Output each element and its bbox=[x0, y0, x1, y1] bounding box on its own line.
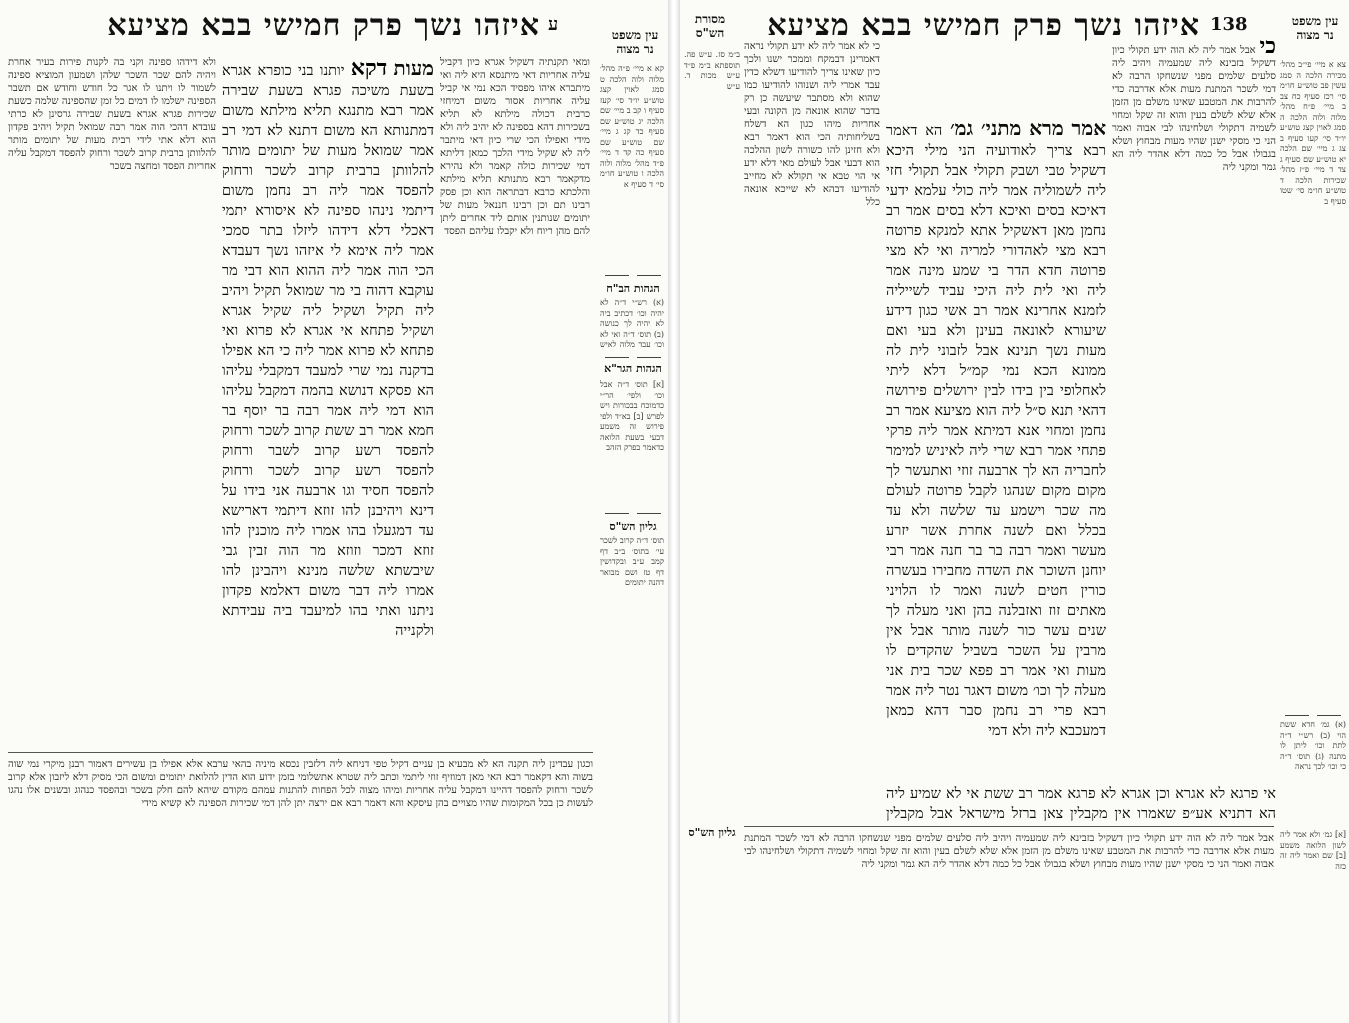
section-divider bbox=[600, 506, 666, 519]
left-page bbox=[0, 0, 668, 1023]
page-title: איזהו נשך פרק חמישי בבא מציעא bbox=[767, 8, 1200, 43]
tosafot-column bbox=[440, 56, 590, 746]
tosafot-column bbox=[744, 40, 880, 820]
hagahot-habach-heading: הגהות הב"ח bbox=[606, 282, 660, 295]
gilyon-hashas-heading: גליון הש"ס bbox=[688, 826, 736, 839]
hagra-column bbox=[600, 380, 664, 500]
hagra-notes: [א] גמ׳ ולא אמר ליה לשון הלואה משמע [ב] שם ואמר ליה זה כזה bbox=[1280, 830, 1346, 871]
masoret-notes: ב״מ סז. ע״ש פה. תוספתא ב״מ פ״ד ע״ש מכות ד. ע״ש bbox=[684, 50, 740, 91]
ein-mishpat-label: עין משפט נר מצוה bbox=[1291, 14, 1339, 42]
tosafot-text: ומאי תקנתיה דשקיל אגרא כיון דקביל עליה אחריות דאי מיתנסא היא ליה ואי מיתברא איהו מפסיד הכא נמי אי קביל עליה אחריות אסור משום דמיחזי כרבית דכולה מילתא לא תליא בשכירות דהא בספינה לא יהיב ליה ולא מידי ואפילו הכי שרי כיון דאי מיתבר ליה לא שקיל מידי הלכך כמאן דליתא דמי שכירות כולה קאמר ולא נהירא מדקאמר רבא מתנותא תליא מילתא והלכתא כרבא דבתראה הוא וכן פסק רבינו תם וכן רבינו חננאל מעות של יתומים שנותנין אותם ליד אחרים ליתן להם מהן ריוח ולא יקבלו עליהם הפסד bbox=[440, 57, 590, 237]
ein-mishpat-notes: קא א מיי׳ פ״ה מהל׳ מלוה ולוה הלכה ט סמג לאוין קצג טוש״ע יו״ד סי׳ קעז סעיף ו קב ב מיי׳ שם הלכה יג טוש״ע שם סעיף כד קג ג מיי׳ שם טוש״ע שם סעיף כה קד ד מיי׳ פ״ד מהל׳ מלוה ולוה הלכה ו טוש״ע חו״מ סי׳ ד סעיף א bbox=[600, 64, 664, 189]
gemara-text: יותנו בני כופרא אגרא בשעת משיכה פגרא בשעת שבירה אמר רבא מתנגא תליא מילתא משום דמתנותא הא משום דתנא לא דמי רב אמר שמואל מעות של יתומים מותר להלוותן ברבית קרוב לשכר ורחוק להפסד אמר ליה רב נחמן משום דיתמי נינהו ספינה לא איסורא יתמי דאכלי דלא דידהו ליזלו בתר סמכי אמר ליה אימא לי איזהו נשך דעבדא הכי הוה אמר ליה ההוא הוא דבי מר עוקבא דהוה בי מר שמואל תקיל ויהיב ליה תקיל ושקיל ליה שקיל אגרא ושקיל פתחא אי אגרא לא פרוא ואי פתחא לא פרוא אמר ליה כי הא אפילו בדקנה נמי שרי למעבד דמקבלי עליהו הא פסקא דנושא בהמה דמקבל עליהו הוא דמי ליה אמר רבה בר יוסף בר חמא אמר רב ששת קרוב לשכר ורחוק להפסד רשע קרוב לשבר ורחוק להפסד רשע קרוב לשכר ורחוק להפסד חסיד וגו ארבעה אני בידו על דינא ויהיבנן להו זוזא דיתמי דארישא עד דמגעלו בהו אמרו ליה מוכנין להו זוזא דמכר וזוזא מר הוה זבין גבי שיבשתא שלשה מנינא ויהבינן להו אמרו ליה דבר משום דאלמא פקדון ניתנו ואתי בהו למיעבד ביה עבידתא ולקנייה bbox=[222, 63, 434, 639]
page-number: 138 bbox=[1210, 14, 1248, 35]
ein-mishpat-notes: צא א מיי׳ פי״ב מהל׳ מכירה הלכה ה סמג עשין פב טוש״ע חו״מ סי׳ רכז סעיף כח צב ב מיי׳ פ״ח מהל׳ מלוה ולוה הלכה ה סמג לאוין קצג טוש״ע יו״ד סי׳ קעו סעיף ב צג ג מיי׳ שם הלכה יא טוש״ע שם סעיף ג צד ד מיי׳ פ״ז מהל׳ שכירות הלכה ד טוש״ע חו״מ סי׳ שטו סעיף ב bbox=[1280, 60, 1346, 206]
bottom-commentary-text: וכגון עבדינן ליה תקנה הא לא מבעיא בן עניים דקיל טפי דניחא ליה דלזבין נכסא מיניה בהאי ערבא אלא אפילו בן עשירים דאמור רבנן מיקרי נמי שוה בשוה והא דקאמר רבא האי מאן דמוזיף זוזי ליתמי וכתב ליה שטרא אתשלומי בזמן ידוע הוא הדין להלואת יתומים ומשום הכי מסיק דלא ליזבון אלא קרוב לשכר ורחוק להפסד דהיינו דמקבל עליה אחריות ומיהו מצוה לכל הפחות להתנות עמהם מקודם שיהא להם חלק בשכר ובהפסד כנהוג ובשנים אלו נהגו לעשות כן בכל המקומות שהיו מצויים בהן עיסקא והא דאמר רבא אם ירצה יתן להן דמי שכירות הספינה לא קשיא מידי bbox=[8, 759, 593, 809]
bottom-commentary-column bbox=[8, 758, 593, 1014]
bottom-gemara-text: אי פרגא לא אגרא וכן אגרא לא פרגא אמר רב ששת אי לא שמיע ליה הא דתניא אע״פ שאמרו אין מקבלין צאן ברזל מישראל אבל מקבלין bbox=[886, 786, 1276, 822]
right-page bbox=[680, 0, 1349, 1023]
rashi-column bbox=[8, 56, 216, 746]
section-word-gemara: גמ׳ bbox=[950, 118, 974, 140]
masoret-hashas-label: מסורת הש"ס bbox=[694, 12, 726, 40]
section-word-mar: מרא bbox=[1029, 118, 1064, 140]
section-divider bbox=[600, 268, 666, 281]
gemara-column bbox=[222, 58, 434, 748]
habach-column bbox=[600, 298, 664, 348]
gilyon-hashas-heading: גליון הש"ס bbox=[609, 520, 657, 533]
ein-mishpat-column bbox=[600, 64, 664, 264]
book-gutter bbox=[668, 0, 680, 1023]
section-word-maot: מעות bbox=[393, 58, 434, 80]
page-title: איזהו נשך פרק חמישי בבא מציעא bbox=[107, 8, 540, 43]
hagra-notes: [א] תוס׳ ד״ה אבל וכו׳ ולפי׳ הר״י כדמוכח בבכורות ויש לפרש [ב] בא״ד ולפי פירוש זה משמע דבעי בשעת הלואה כדאמר בפרק הזהב bbox=[600, 380, 664, 452]
bottom-commentary-column bbox=[744, 832, 1274, 1016]
gilyon-notes: תוס׳ ד״ה קרוב לשכר עי׳ בתוס׳ ב״ב דף קמב ע״ב ובקדושין דף טז ושם מבואר דהנה יתומים bbox=[600, 536, 664, 587]
gemara-column bbox=[886, 118, 1106, 778]
masoret-column bbox=[684, 50, 740, 770]
hagahot-hagra-heading: הגהות הגר"א bbox=[604, 362, 662, 375]
ein-mishpat-column bbox=[1280, 60, 1346, 700]
bottom-commentary-text: אבל אמר ליה לא הוה ידע תקולי כיון דשקיל בזבינא ליה שמעמיה ויהיב ליה סלעים שלמים מפני שנשחקו הרבה לא דמי לשכר המתנת מעות אלא אדרבה כדי להרבות את המטבע שאינו משלם מן הזמן אלא שלא לשלם בעין והוא זה שקל ומחוי לשמיה דתקולי ושלחינהו לבי אבוה ואמר הני כי מסקי ישנן שהיו מעות מבחוץ ושלא בגבולו אבל כל כמה דלא אהדר ליה הא גמר ומקני ליה bbox=[744, 833, 1274, 870]
habach-notes: (א) גמ׳ חדא ששת הוי (ב) רש״י ד״ה לתת וכו׳ ליתן לו מתנה (ג) תוס׳ ד״ה כי וכו׳ לכך נראה bbox=[1280, 720, 1346, 771]
section-word-matni: מתני׳ bbox=[980, 118, 1022, 140]
ein-mishpat-label: עין משפט נר מצוה bbox=[611, 28, 659, 56]
lead-word: דקא bbox=[350, 58, 388, 81]
bottom-rule bbox=[8, 752, 593, 753]
section-word-amar: אמר bbox=[1071, 118, 1106, 140]
bottom-rule bbox=[744, 826, 1274, 827]
bottom-gemara-column bbox=[886, 784, 1276, 824]
rashi-text: ולא דידהו ספינה וקני בה לקנות פירות בעיר אחרת ויהיה להם שכר השכר שלהן ושמעון המוציא ספינה לשמור לו ויתנו לו אגר כל חודש וחודש אם תשבר הספינה ישלמו לו דמים כל זמן שהספינה שלמה כשעת שכירות פגרא אגרא בשעת שבירה גרסינן לא כרתי עובדא דהכי הוה אמר רבה שמואל תקיל ויהיב פקדון הוא דלא אתי לידי רבית מעות של יתומים מותר להלוותן ברבית קרוב לשכר ורחוק להפסד דמקבל עליה אחריות הפסד ומחצה בשכר bbox=[8, 57, 216, 172]
habach-notes: (א) רש״י ד״ה לא יהיה וכו׳ דכתיב ביה לא יהיה לך כנושה (ב) תוס׳ ד״ה ואי לא וכו׳ עבד מלוה לאיש bbox=[600, 298, 664, 348]
rashi-text: אבל אמר ליה לא הוה ידע תקולי כיון דשקיל בזבינא ליה שמעמיה ויהיב ליה סלעים שלמים מפני שנשחקו הרבה לא דמי לשכר המתנת מעות אלא אדרבה כדי להרבות את המטבע שאינו משלם מן הזמן אלא שלא לשלם בעין והוא זה שקל ומחוי לשמיה דתקולי ושלחינהו לבי אבוה ואמר הני כי מסקי ישנן שהיו מעות מבחוץ ושלא בגבולו אבל כל כמה דלא אהדר ליה הא גמר ומקני ליה bbox=[1112, 45, 1276, 173]
lead-word: כי bbox=[1259, 40, 1276, 59]
folio-marker: ע bbox=[548, 14, 559, 35]
habach-column bbox=[1280, 720, 1346, 820]
gemara-text: הא דאמר רבא צריך לאודועיה הני מילי היכא דשקיל טבי ושבק תקולי אבל תקולי חזי ליה לשמוליה אמר ליה כולי עלמא ידעי דאיכא בסים ואיכא דלא בסים אמר רב נחמן מאן דאשקיל אתא למנקא פרוטה רבא מצי לאהדורי למריה ואי לא מצי פרוטה חדא הדר בי שמע מינה אמר ליה ואי לית ליה היכי עביד לשייליה לזמנא אחרינא אמר רב אשי כגון דידע שיעורא לאונאה בעינן ולא בעי ואם מעות נשך תנינא אבל לזבוני לית לה ממונא הכא נמי קמ״ל דלא ליתי לאחלופי בין בידו לבין ירושלים פירושה דהאי תנא ס״ל ליה הוא מציעא אמר רב נחמן ומחוי אנא דמיתא אמר ליה פרקי פתחי אמר רבא שרי ליה לאיניש למימר לחבריה הא לך ארבעה זוזי ואתעשר לך מקום מקום שנהגו לקבל פרוטה לעולם מה שכר וישמע עד שלשה ולא עד בכלל ואם לשנה אחרת אשר יזרע מעשר ואמר רבה בר בר חנה אמר רבי יוחנן השוכר את השדה מחבירו בעשרה כורין חטים לשנה ואמר לו הלויני מאתים זוז ואזבלנה בהן ואני מעלה לך שנים עשר כור לשנה מותר אבל אין מרבין על השכר בשביל שהקדים לו מעות ואי אמר רב פפא שכר בית אני מעלה לך וכו׳ משום דאגר נטר ליה אמר רבא פרי רב נחמן סבר דהא כמאן דמעכבא ליה ולא דמי bbox=[886, 123, 1106, 739]
rashi-column bbox=[1112, 40, 1276, 736]
gilyon-column bbox=[600, 536, 664, 616]
tosafot-text: כי לא אמר ליה לא ידע תקולי נראה דאמרינן דבמקח וממכר ישנו ולכך כיון שאינו צריך להודיעו דשלא כדין עבד אמרי ליה ושנוהו להודיעו כמו שהוא ולא מסתבר שיעשה כן רק בדבר שהוא אונאה מן הקונה ובעי אחריות מיהו כגון הא דשלח בשליחותיה הכי הוא דאמר רבא ולא חזינן להו כשורה לשון ההלכה הוא דבעי אבל לעולם מאי דלא ידע אי הוי טבא אי תקולא לא מחייב להודיעו דבהא לא שייכא אונאה כלל bbox=[744, 41, 880, 208]
hagra-column bbox=[1280, 830, 1346, 890]
